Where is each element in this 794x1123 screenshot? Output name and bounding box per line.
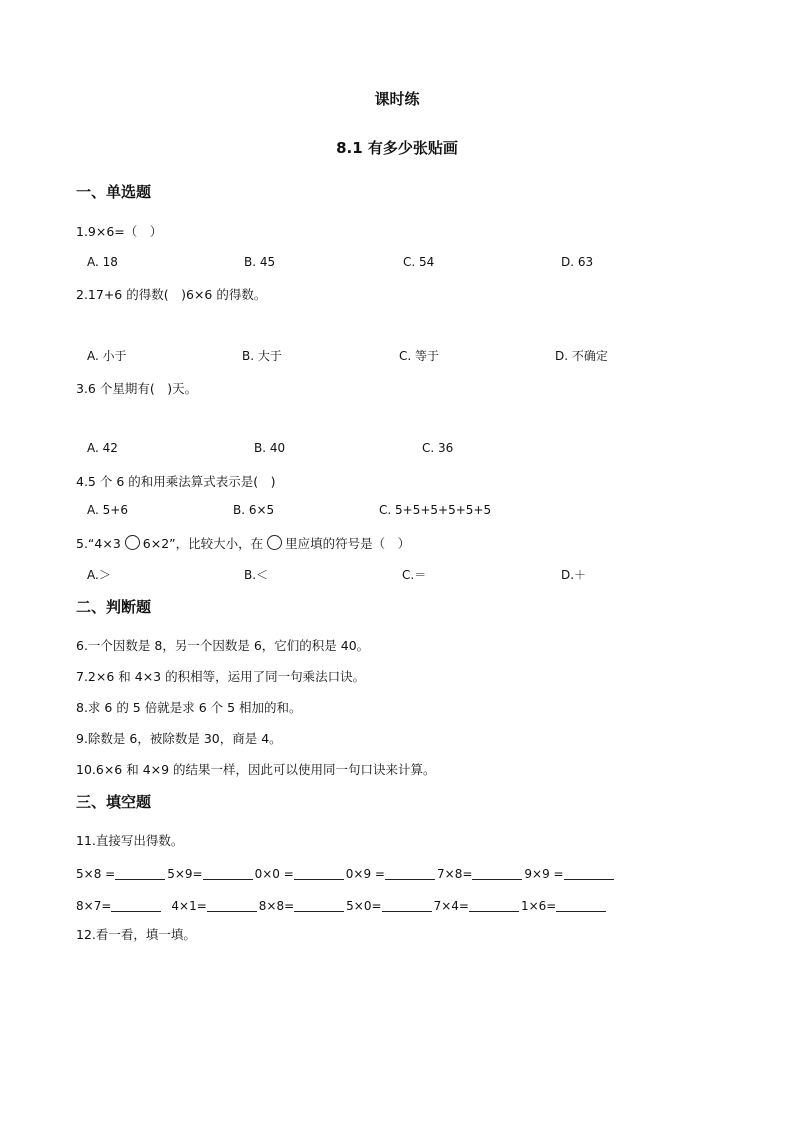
section-heading-choice: 一、单选题 [76,183,152,201]
calc-expr: 8×8= [258,899,295,913]
page-title: 课时练 [374,90,420,108]
answer-blank[interactable] [469,900,519,912]
q5-stem-part-a: 5.“4×3 [76,536,121,551]
answer-blank[interactable] [203,868,253,880]
calc-expr: 5×0= [346,899,382,913]
answer-blank[interactable] [382,900,432,912]
calc-row-1 [76,863,616,882]
q5-option-b: B.＜ [244,568,269,582]
calc-row-2 [76,895,608,914]
calc-item [167,867,254,881]
question-6: 6.一个因数是 8，另一个因数是 6，它们的积是 40。 [76,638,370,653]
calc-expr: 7×4= [433,899,469,913]
q5-option-a: A.＞ [87,568,111,582]
q5-stem-part-c: 里应填的符号是（ ） [285,536,411,551]
section-heading-judge: 二、判断题 [76,598,152,616]
answer-blank[interactable] [564,868,614,880]
calc-item [171,899,258,913]
question-3: 3.6 个星期有( )天。 [76,381,198,396]
comparison-circle [125,535,140,550]
q2-option-d: D. 不确定 [555,349,608,363]
question-4: 4.5 个 6 的和用乘法算式表示是( ) [76,474,276,489]
answer-blank[interactable] [111,900,161,912]
q1-option-d: D. 63 [561,255,594,269]
calc-item [434,899,521,913]
question-11: 11.直接写出得数。 [76,833,184,848]
q3-option-c: C. 36 [422,441,454,455]
q4-option-b: B. 6×5 [233,503,275,517]
calc-expr: 5×8 = [76,867,116,881]
calc-expr: 0×9 = [345,867,385,881]
calc-expr: 1×6= [520,899,557,913]
q3-option-a: A. 42 [87,441,118,455]
q4-option-c: C. 5+5+5+5+5+5 [379,503,492,517]
answer-blank[interactable] [556,900,606,912]
calc-item [76,899,163,913]
q1-option-c: C. 54 [403,255,435,269]
q5-option-d: D.＋ [561,568,587,582]
answer-blank[interactable] [115,868,165,880]
calc-item [524,867,615,881]
q2-option-b: B. 大于 [242,349,282,363]
section-heading-fill: 三、填空题 [76,793,152,811]
question-12: 12.看一看，填一填。 [76,927,196,942]
q5-stem-part-b: 6×2”，比较大小，在 [142,536,264,551]
answer-blank[interactable] [472,868,522,880]
calc-expr: 0×0 = [254,867,294,881]
calc-expr: 4×1= [171,899,207,913]
page-subtitle: 8.1 有多少张贴画 [336,139,458,157]
calc-item [259,899,346,913]
question-8: 8.求 6 的 5 倍就是求 6 个 5 相加的和。 [76,700,302,715]
answer-blank[interactable] [385,868,435,880]
answer-blank[interactable] [294,900,344,912]
calc-item [521,899,608,913]
q1-option-b: B. 45 [244,255,276,269]
answer-blank[interactable] [207,900,257,912]
calc-expr: 5×9= [167,867,203,881]
calc-item [255,867,346,881]
q2-option-a: A. 小于 [87,349,127,363]
q3-option-b: B. 40 [254,441,286,455]
question-2: 2.17+6 的得数( )6×6 的得数。 [76,287,267,302]
calc-item [346,867,437,881]
question-7: 7.2×6 和 4×3 的积相等，运用了同一句乘法口诀。 [76,669,366,684]
question-9: 9.除数是 6，被除数是 30，商是 4。 [76,731,282,746]
q4-option-a: A. 5+6 [87,503,128,517]
q1-option-a: A. 18 [87,255,118,269]
answer-blank[interactable] [294,868,344,880]
calc-item [346,899,433,913]
calc-expr: 7×8= [437,867,473,881]
calc-expr: 8×7= [76,899,112,913]
calc-expr: 9×9 = [524,867,564,881]
comparison-circle [267,535,282,550]
q2-option-c: C. 等于 [399,349,440,363]
q5-option-c: C.＝ [402,568,427,582]
question-5 [76,534,410,552]
calc-item [76,867,167,881]
calc-item [437,867,524,881]
question-10: 10.6×6 和 4×9 的结果一样，因此可以使用同一句口诀来计算。 [76,762,436,777]
question-1: 1.9×6=（ ） [76,224,163,239]
